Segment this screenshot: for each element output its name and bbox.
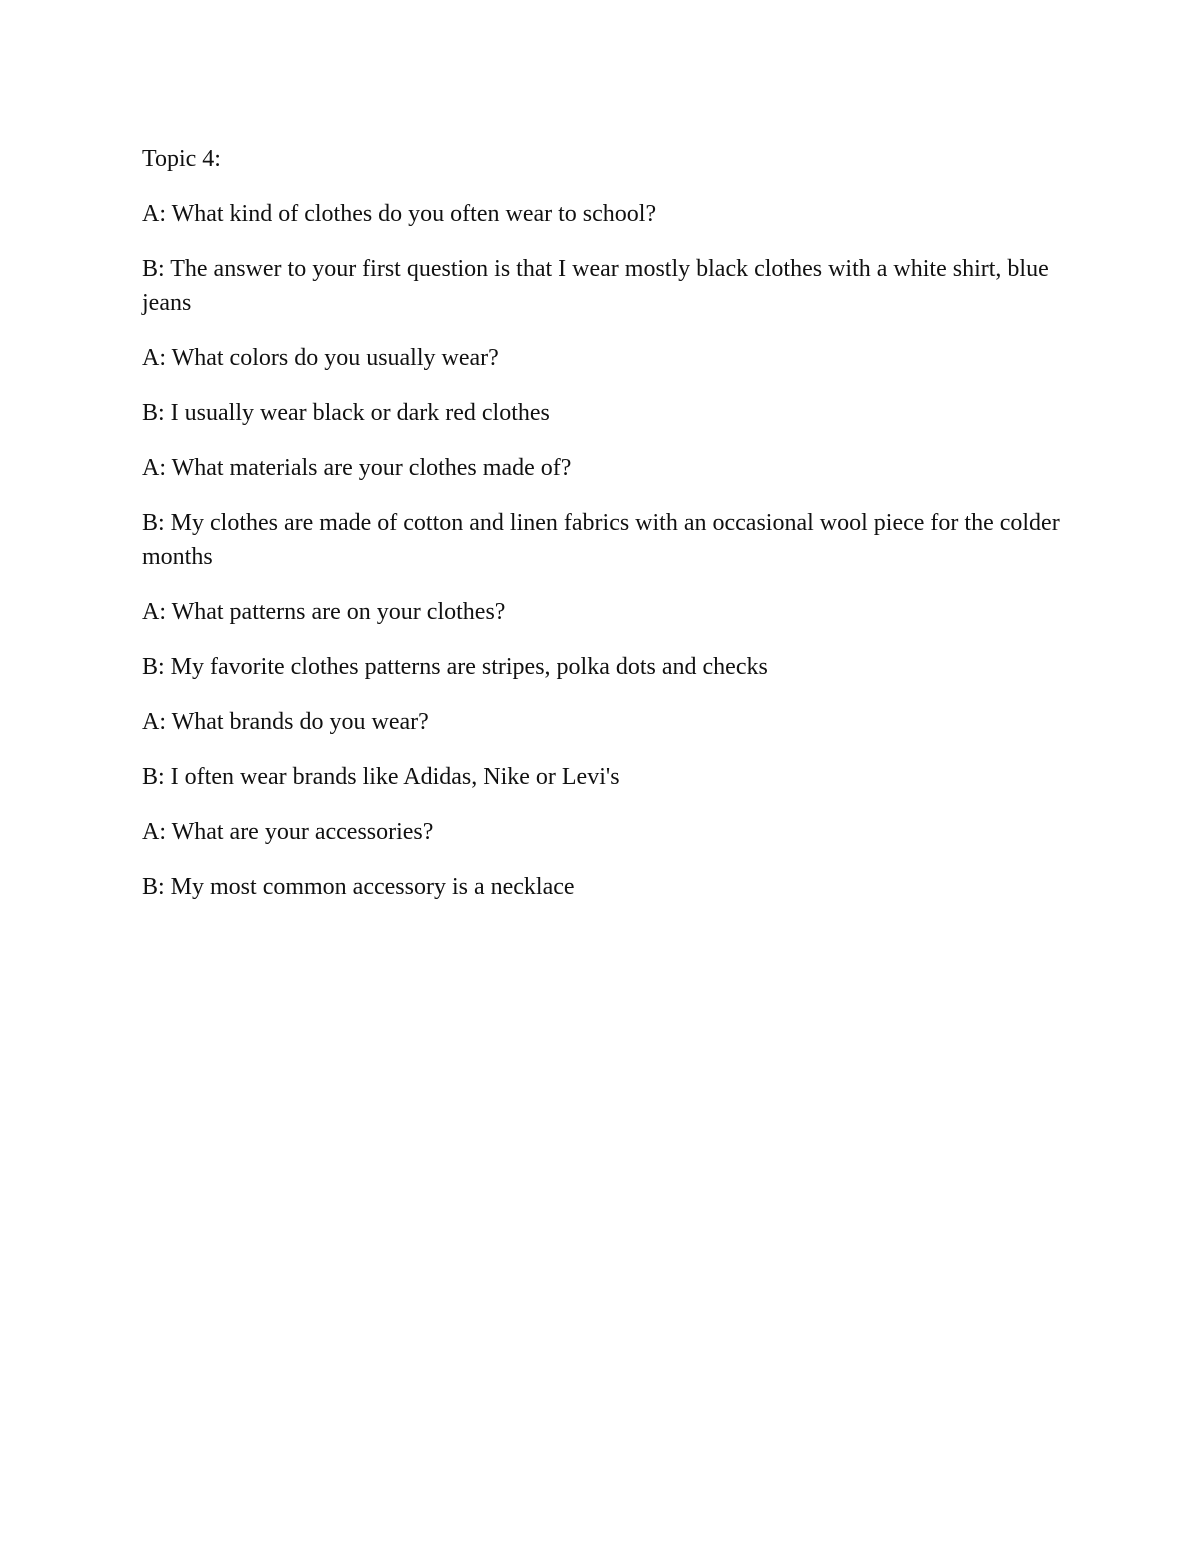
dialogue-line-b3: B: My clothes are made of cotton and linen fabrics with an occasional wool piece for the colder months <box>142 510 1060 570</box>
dialogue-line-a3: A: What materials are your clothes made of? <box>142 455 572 481</box>
dialogue-line-b1: B: The answer to your first question is that I wear mostly black clothes with a white shirt, blue jeans <box>142 256 1049 316</box>
dialogue-line-b5: B: I often wear brands like Adidas, Nike or Levi's <box>142 764 620 790</box>
dialogue-line-a1: A: What kind of clothes do you often wear to school? <box>142 201 657 227</box>
dialogue-line-b6: B: My most common accessory is a necklace <box>142 874 575 900</box>
dialogue-line-b2: B: I usually wear black or dark red clothes <box>142 400 550 426</box>
dialogue-line-b4: B: My favorite clothes patterns are stripes, polka dots and checks <box>142 654 768 680</box>
document-body <box>142 142 1062 925</box>
dialogue-line-a6: A: What are your accessories? <box>142 819 434 845</box>
dialogue-line-a4: A: What patterns are on your clothes? <box>142 599 506 625</box>
dialogue-line-a5: A: What brands do you wear? <box>142 709 429 735</box>
document-title: Topic 4: <box>142 146 221 172</box>
dialogue-line-a2: A: What colors do you usually wear? <box>142 345 499 371</box>
